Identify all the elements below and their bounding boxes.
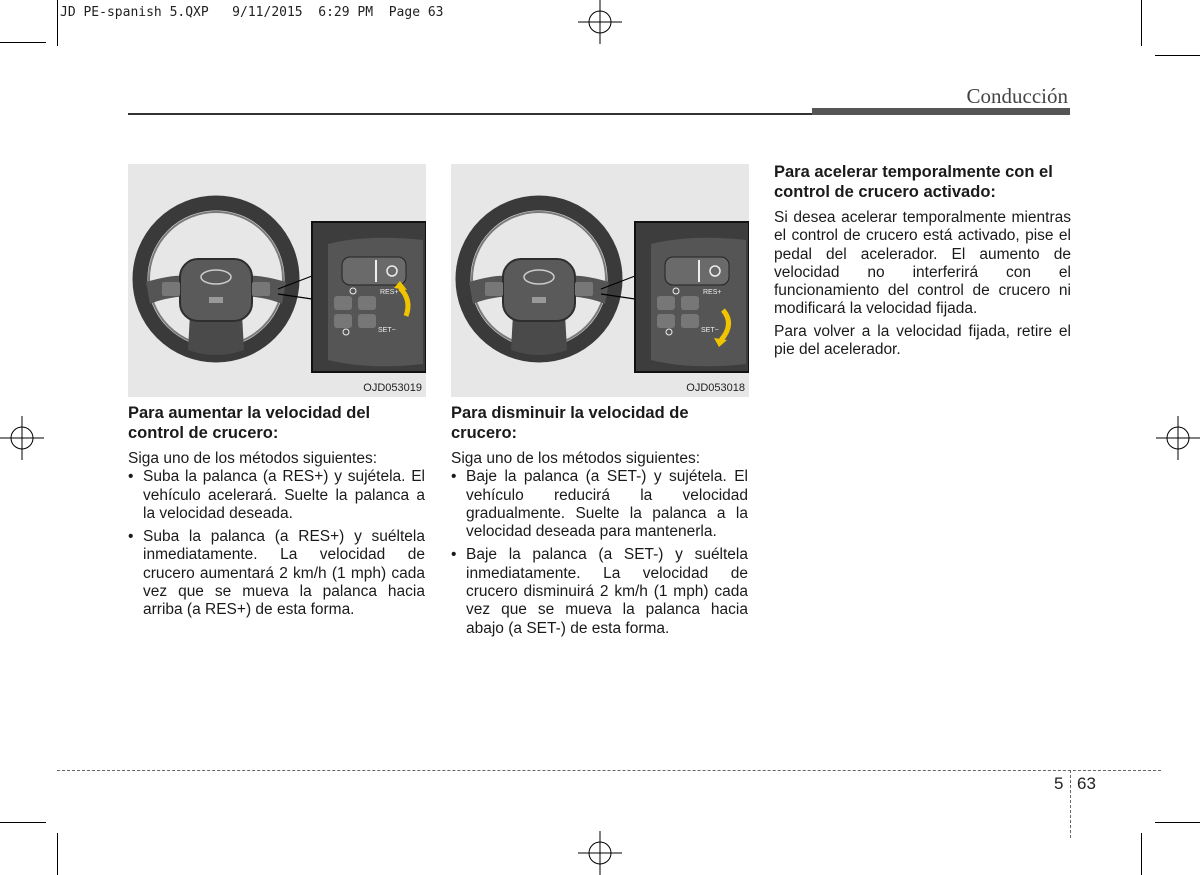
method-list bbox=[451, 468, 748, 638]
res-label: RES+ bbox=[703, 289, 722, 296]
crop-mark bbox=[1141, 833, 1142, 875]
list-item: • Baje la palanca (a SET-) y suéltela inmediatamente. La velocidad de crucero disminuirá 2 km/h (1 mph) cada vez que se mueva la palanca hacia abajo (a SET-) de esta forma. bbox=[451, 546, 748, 637]
crop-mark bbox=[1155, 55, 1200, 56]
heading-decrease-speed: Para disminuir la velocidad de crucero: bbox=[451, 404, 689, 442]
intro-text: Siga uno de los métodos siguientes: bbox=[128, 450, 378, 467]
column-decrease-speed bbox=[451, 404, 748, 638]
paragraph: Para volver a la velocidad fijada, retire el pie del acelerador. bbox=[774, 322, 1071, 359]
crop-mark bbox=[0, 822, 46, 823]
print-slug: JD PE-spanish 5.QXP 9/11/2015 6:29 PM Page 63 bbox=[60, 5, 444, 20]
steering-wheel-figure-increase bbox=[128, 164, 426, 397]
crop-mark bbox=[1155, 822, 1200, 823]
set-label: SET− bbox=[701, 327, 719, 334]
figure-code: OJD053018 bbox=[686, 382, 745, 394]
crop-mark bbox=[1141, 0, 1142, 46]
list-item: • Suba la palanca (a RES+) y sujétela. El vehículo acelerará. Suelte la palanca a la velocidad deseada. bbox=[128, 468, 425, 523]
steering-wheel-icon bbox=[128, 164, 426, 397]
paragraph: Si desea acelerar temporalmente mientras el control de crucero está activado, pise el pedal del acelerador. El aumento de velocidad no interferirá con el funcionamiento del control de crucero ni modificará la velocidad fijada. bbox=[774, 209, 1071, 318]
heading-increase-speed: Para aumentar la velocidad del control de crucero: bbox=[128, 404, 371, 442]
set-label: SET− bbox=[378, 327, 396, 334]
registration-mark-icon bbox=[0, 416, 44, 460]
column-increase-speed bbox=[128, 404, 425, 620]
res-label: RES+ bbox=[380, 289, 399, 296]
list-item: • Suba la palanca (a RES+) y suéltela inmediatamente. La velocidad de crucero aumentará 2 km/h (1 mph) cada vez que se mueva la palanca hacia arriba (a RES+) de esta forma. bbox=[128, 528, 425, 619]
section-title: Conducción bbox=[966, 84, 1068, 108]
crop-mark bbox=[0, 42, 46, 43]
chapter-number: 5 bbox=[1054, 774, 1064, 793]
method-list bbox=[128, 468, 425, 619]
steering-wheel-icon bbox=[451, 164, 749, 397]
header-rule-accent bbox=[812, 108, 1070, 115]
registration-mark-icon bbox=[1156, 416, 1200, 460]
crop-mark bbox=[57, 833, 58, 875]
footer-dashed-divider bbox=[1070, 770, 1071, 838]
list-item: • Baje la palanca (a SET-) y sujétela. El vehículo reducirá la velocidad gradualmente. Suelte la palanca a la velocidad deseada para mantenerla. bbox=[451, 468, 748, 541]
page-number: 63 bbox=[1077, 774, 1096, 793]
figure-code: OJD053019 bbox=[363, 382, 422, 394]
header-rule bbox=[128, 113, 812, 115]
intro-text: Siga uno de los métodos siguientes: bbox=[451, 450, 701, 467]
registration-mark-icon bbox=[578, 0, 622, 44]
registration-mark-icon bbox=[578, 831, 622, 875]
heading-temporary-acceleration: Para acelerar temporalmente con el control de crucero activado: bbox=[774, 163, 1053, 201]
footer-dashed-rule bbox=[57, 770, 1161, 771]
steering-wheel-figure-decrease bbox=[451, 164, 749, 397]
crop-mark bbox=[57, 0, 58, 46]
column-temporary-acceleration bbox=[774, 163, 1071, 359]
